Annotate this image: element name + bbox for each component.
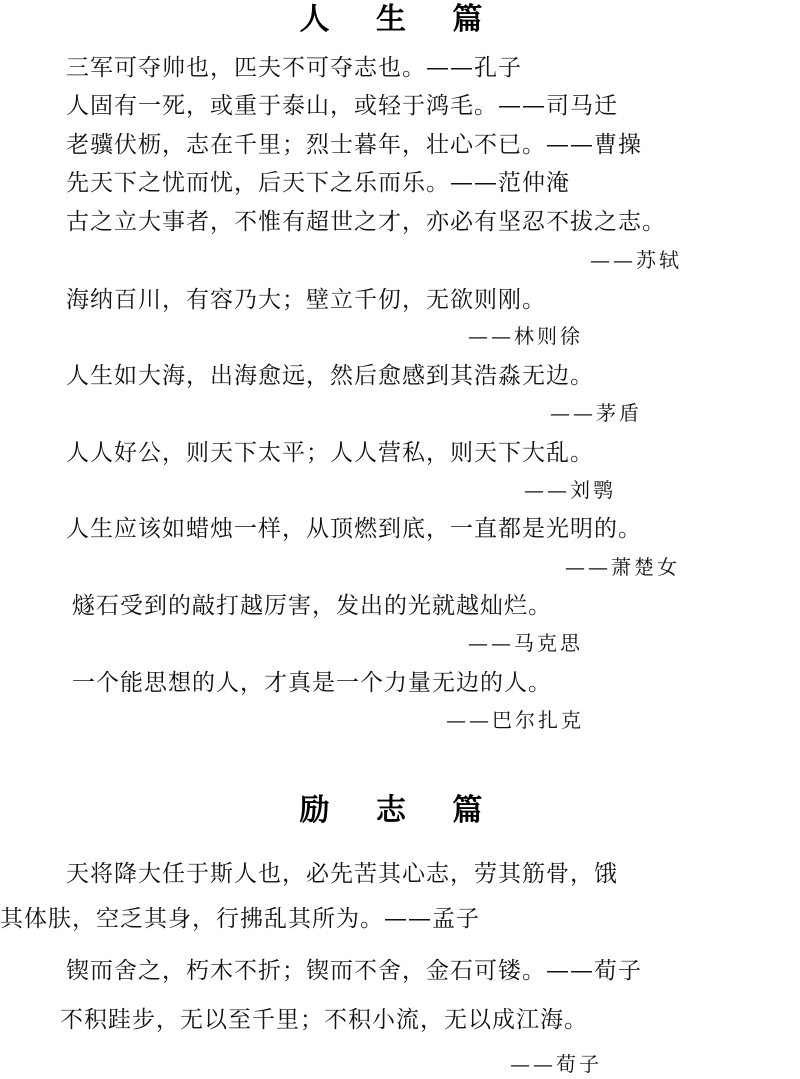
- section-title-aspiration: 励 志 篇: [299, 793, 501, 828]
- quote-line: 人生如大海，出海愈远，然后愈感到其浩淼无边。: [66, 363, 594, 389]
- quote-line: 海纳百川，有容乃大；壁立千仞，无欲则刚。: [66, 287, 546, 313]
- quote-line: 燧石受到的敲打越厉害，发出的光就越灿烂。: [72, 593, 552, 619]
- quote-attribution: ——巴尔扎克: [446, 708, 584, 732]
- quote-line: 人固有一死，或重于泰山，或轻于鸿毛。——司马迁: [66, 93, 618, 119]
- quote-attribution: ——苏轼: [590, 248, 682, 272]
- quote-line: 老骥伏枥，志在千里；烈士暮年，壮心不已。——曹操: [66, 132, 642, 158]
- quote-line: 其体肤，空乏其身，行拂乱其所为。——孟子: [0, 906, 480, 932]
- quote-line: 三军可夺帅也，匹夫不可夺志也。——孔子: [66, 55, 522, 81]
- quote-line: 天将降大任于斯人也，必先苦其心志，劳其筋骨，饿: [66, 861, 618, 887]
- quote-attribution: ——荀子: [510, 1052, 602, 1076]
- section-title-life: 人 生 篇: [299, 2, 501, 37]
- quote-line: 人生应该如蜡烛一样，从顶燃到底，一直都是光明的。: [66, 516, 642, 542]
- quote-line: 人人好公，则天下太平；人人营私，则天下大乱。: [66, 440, 594, 466]
- quote-attribution: ——萧楚女: [565, 555, 680, 579]
- quote-line: 锲而舍之，朽木不折；锲而不舍，金石可镂。——荀子: [66, 958, 642, 984]
- quote-line: 不积跬步，无以至千里；不积小流，无以成江海。: [60, 1007, 588, 1033]
- quote-line: 先天下之忧而忧，后天下之乐而乐。——范仲淹: [66, 170, 570, 196]
- quote-attribution: ——林则徐: [468, 324, 583, 348]
- quote-attribution: ——马克思: [468, 631, 583, 655]
- quote-line: 一个能思想的人，才真是一个力量无边的人。: [72, 670, 552, 696]
- quote-attribution: ——茅盾: [550, 401, 642, 425]
- quote-attribution: ——刘鹗: [524, 478, 616, 502]
- quote-line: 古之立大事者，不惟有超世之才，亦必有坚忍不拔之志。: [66, 209, 666, 235]
